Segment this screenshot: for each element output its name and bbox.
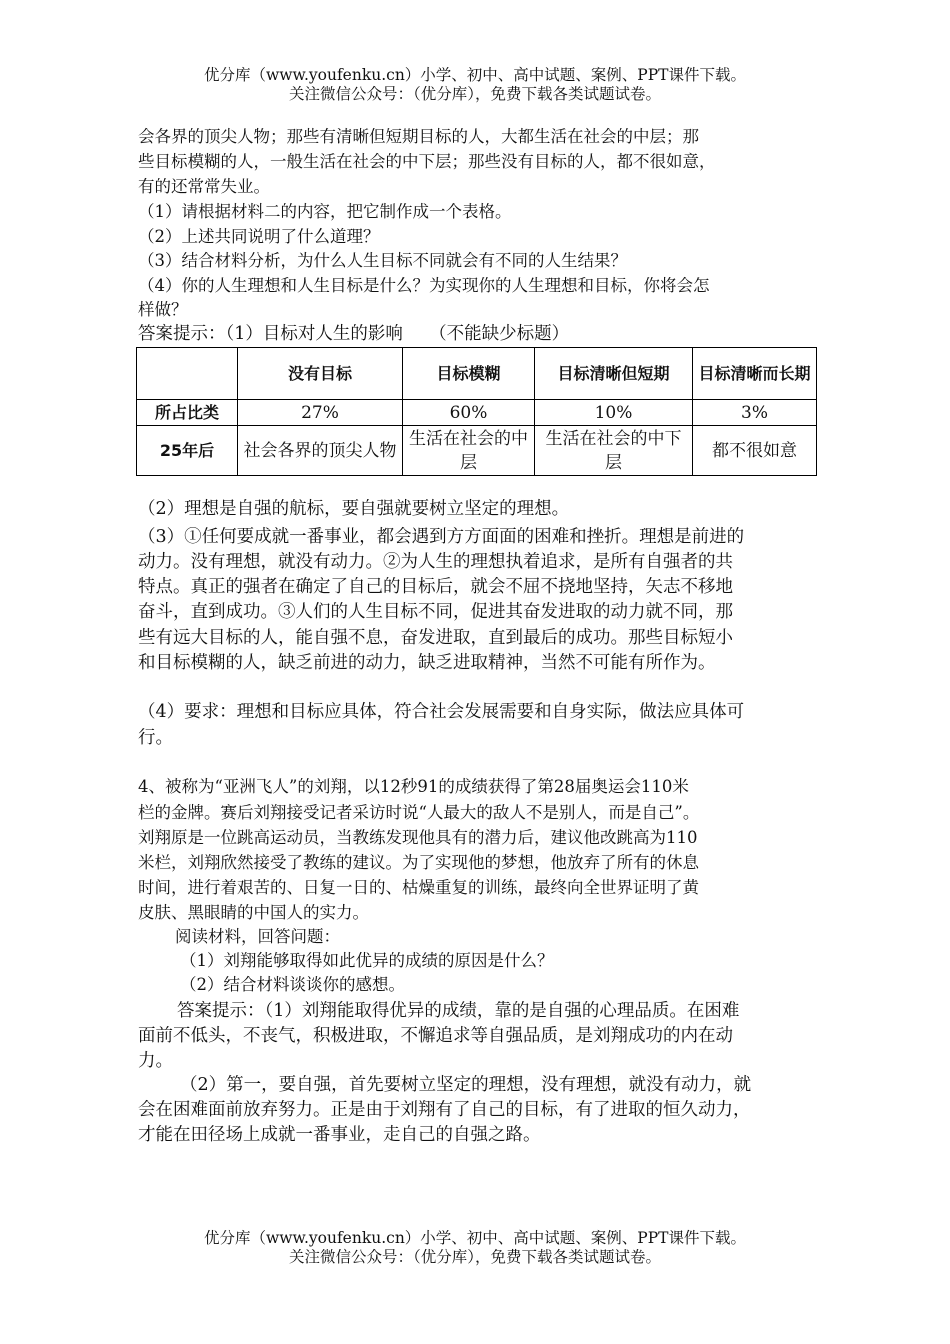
- answer4-1-line-3: 力。: [138, 1051, 173, 1071]
- answer4-1-line-2: 面前不低头，不丧气，积极进取，不懈追求等自强品质，是刘翔成功的内在动: [138, 1026, 733, 1046]
- table-row-label: 所占比类: [137, 400, 238, 426]
- table-cell: 都不很如意: [693, 426, 817, 476]
- answer-hint-heading: 答案提示：（1）目标对人生的影响 （不能缺少标题）: [138, 324, 570, 344]
- table-cell: 10%: [535, 400, 693, 426]
- q4-line-4: 米栏，刘翔欣然接受了教练的建议。为了实现他的梦想，他放弃了所有的休息: [138, 853, 699, 872]
- table-cell: 生活在社会的中下层: [535, 426, 693, 476]
- table-cell: 60%: [403, 400, 535, 426]
- table-row-25-years: [137, 426, 817, 476]
- question-4-line-2: 样做？: [138, 300, 188, 319]
- question-3: （3）结合材料分析，为什么人生目标不同就会有不同的人生结果？: [138, 251, 627, 270]
- table-cell: 3%: [693, 400, 817, 426]
- answer-3-line-3: 特点。真正的强者在确定了自己的目标后，就会不屈不挠地坚持，矢志不移地: [138, 577, 733, 597]
- intro-line-2: 些目标模糊的人，一般生活在社会的中下层；那些没有目标的人，都不很如意，: [138, 152, 716, 171]
- intro-line-1: 会各界的顶尖人物；那些有清晰但短期目标的人，大都生活在社会的中层；那: [138, 127, 699, 146]
- q4-line-6: 皮肤、黑眼睛的中国人的实力。: [138, 903, 369, 922]
- footer-line-1: 优分库（www.youfenku.cn）小学、初中、高中试题、案例、PPT课件下载。: [203, 1229, 747, 1247]
- table-row-ratio: [137, 400, 817, 426]
- q4-sub-question-2: （2）结合材料谈谈你的感想。: [180, 975, 405, 994]
- page-footer: [0, 1229, 950, 1267]
- table-header-clear-long: 目标清晰而长期: [693, 348, 817, 400]
- answer4-2-line-2: 会在困难面前放弃努力。正是由于刘翔有了自己的目标，有了进取的恒久动力，: [138, 1100, 751, 1120]
- table-header-empty: [137, 348, 238, 400]
- answer-3-line-6: 和目标模糊的人，缺乏前进的动力，缺乏进取精神，当然不可能有所作为。: [138, 653, 716, 673]
- table-header-vague-goal: 目标模糊: [403, 348, 535, 400]
- footer-line-2: 关注微信公众号：（优分库），免费下载各类试题试卷。: [288, 1248, 661, 1266]
- answer-2: （2）理想是自强的航标，要自强就要树立坚定的理想。: [138, 499, 570, 519]
- question-4-line-1: （4）你的人生理想和人生目标是什么？为实现你的人生理想和目标，你将会怎: [138, 276, 710, 295]
- table-cell: 社会各界的顶尖人物: [238, 426, 403, 476]
- table-row-label: 25年后: [137, 426, 238, 476]
- question-2: （2）上述共同说明了什么道理？: [138, 227, 380, 246]
- table-cell: 生活在社会的中层: [403, 426, 535, 476]
- answer-4-line-1: （4）要求：理想和目标应具体，符合社会发展需要和自身实际，做法应具体可: [138, 702, 745, 722]
- header-line-2: 关注微信公众号：（优分库），免费下载各类试题试卷。: [288, 85, 661, 103]
- q4-line-1: 4、被称为“亚洲飞人”的刘翔，以12秒91的成绩获得了第28届奥运会110米: [138, 777, 689, 796]
- q4-sub-question-1: （1）刘翔能够取得如此优异的成绩的原因是什么？: [180, 951, 554, 970]
- answer4-2-line-3: 才能在田径场上成就一番事业，走自己的自强之路。: [138, 1125, 541, 1145]
- goal-impact-table: [136, 347, 817, 476]
- answer-4-line-2: 行。: [138, 728, 173, 748]
- answer4-1-line-1: 答案提示：（1）刘翔能取得优异的成绩，靠的是自强的心理品质。在困难: [177, 1001, 740, 1021]
- table-header-no-goal: 没有目标: [238, 348, 403, 400]
- q4-line-3: 刘翔原是一位跳高运动员，当教练发现他具有的潜力后，建议他改跳高为110: [138, 828, 698, 847]
- answer-3-line-5: 些有远大目标的人，能自强不息，奋发进取，直到最后的成功。那些目标短小: [138, 628, 733, 648]
- q4-read-instruction: 阅读材料，回答问题：: [175, 927, 340, 946]
- header-line-1: 优分库（www.youfenku.cn）小学、初中、高中试题、案例、PPT课件下载。: [203, 66, 747, 84]
- answer-3-line-1: （3）①任何要成就一番事业，都会遇到方方面面的困难和挫折。理想是前进的: [138, 527, 745, 547]
- table-header-row: [137, 348, 817, 400]
- question-1: （1）请根据材料二的内容，把它制作成一个表格。: [138, 202, 512, 221]
- q4-line-5: 时间，进行着艰苦的、日复一日的、枯燥重复的训练，最终向全世界证明了黄: [138, 878, 699, 897]
- table-header-clear-short: 目标清晰但短期: [535, 348, 693, 400]
- table-cell: 27%: [238, 400, 403, 426]
- answer4-2-line-1: （2）第一，要自强，首先要树立坚定的理想，没有理想，就没有动力，就: [180, 1075, 752, 1095]
- page-header: [0, 66, 950, 104]
- q4-line-2: 栏的金牌。赛后刘翔接受记者采访时说“人最大的敌人不是别人，而是自己”。: [138, 803, 700, 822]
- answer-3-line-2: 动力。没有理想，就没有动力。②为人生的理想执着追求，是所有自强者的共: [138, 552, 733, 572]
- intro-line-3: 有的还常常失业。: [138, 177, 270, 196]
- answer-3-line-4: 奋斗，直到成功。③人们的人生目标不同，促进其奋发进取的动力就不同，那: [138, 602, 733, 622]
